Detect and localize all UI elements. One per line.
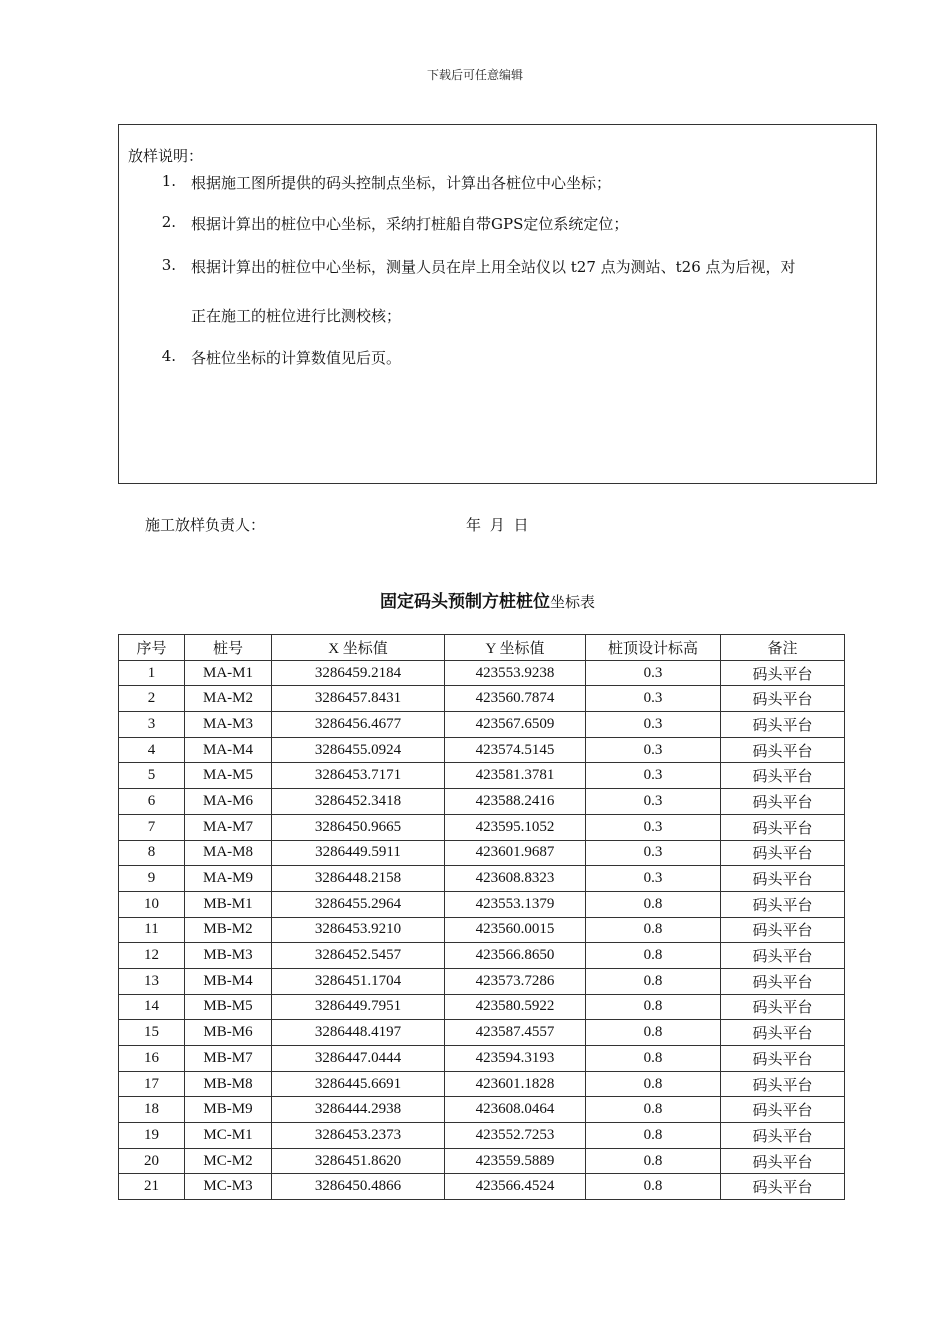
cell-seq: 19 bbox=[119, 1123, 185, 1149]
cell-y: 423574.5145 bbox=[445, 737, 586, 763]
cell-x: 3286448.2158 bbox=[272, 866, 445, 892]
cell-pile-no: MB-M3 bbox=[185, 943, 272, 969]
cell-x: 3286450.4866 bbox=[272, 1174, 445, 1200]
cell-seq: 7 bbox=[119, 814, 185, 840]
cell-remark: 码头平台 bbox=[721, 1097, 845, 1123]
cell-seq: 12 bbox=[119, 943, 185, 969]
table-row bbox=[119, 1174, 845, 1200]
table-header-row bbox=[119, 635, 845, 661]
header-remark: 备注 bbox=[721, 635, 845, 661]
cell-y: 423580.5922 bbox=[445, 994, 586, 1020]
header-y: Y 坐标值 bbox=[445, 635, 586, 661]
cell-remark: 码头平台 bbox=[721, 737, 845, 763]
cell-pile-no: MA-M7 bbox=[185, 814, 272, 840]
cell-remark: 码头平台 bbox=[721, 1174, 845, 1200]
cell-seq: 17 bbox=[119, 1071, 185, 1097]
cell-remark: 码头平台 bbox=[721, 660, 845, 686]
cell-seq: 11 bbox=[119, 917, 185, 943]
cell-pile-no: MA-M9 bbox=[185, 866, 272, 892]
cell-y: 423601.9687 bbox=[445, 840, 586, 866]
cell-elevation: 0.3 bbox=[586, 866, 721, 892]
cell-x: 3286456.4677 bbox=[272, 712, 445, 738]
cell-elevation: 0.3 bbox=[586, 763, 721, 789]
table-row bbox=[119, 917, 845, 943]
header-elevation: 桩顶设计标高 bbox=[586, 635, 721, 661]
cell-y: 423560.7874 bbox=[445, 686, 586, 712]
table-title-bold: 固定码头预制方桩桩位 bbox=[379, 592, 550, 612]
table-row bbox=[119, 1148, 845, 1174]
cell-elevation: 0.3 bbox=[586, 737, 721, 763]
table-row bbox=[119, 686, 845, 712]
cell-y: 423594.3193 bbox=[445, 1046, 586, 1072]
cell-x: 3286445.6691 bbox=[272, 1071, 445, 1097]
note-number: 3. bbox=[161, 256, 176, 274]
table-row bbox=[119, 1123, 845, 1149]
cell-pile-no: MB-M4 bbox=[185, 968, 272, 994]
note-text: 各桩位坐标的计算数值见后页。 bbox=[191, 349, 402, 367]
cell-remark: 码头平台 bbox=[721, 994, 845, 1020]
cell-elevation: 0.8 bbox=[586, 1174, 721, 1200]
cell-pile-no: MB-M5 bbox=[185, 994, 272, 1020]
cell-x: 3286453.7171 bbox=[272, 763, 445, 789]
cell-elevation: 0.8 bbox=[586, 891, 721, 917]
cell-remark: 码头平台 bbox=[721, 1046, 845, 1072]
cell-pile-no: MB-M7 bbox=[185, 1046, 272, 1072]
cell-y: 423552.7253 bbox=[445, 1123, 586, 1149]
table-row bbox=[119, 994, 845, 1020]
cell-remark: 码头平台 bbox=[721, 763, 845, 789]
header-pile-no: 桩号 bbox=[185, 635, 272, 661]
cell-y: 423601.1828 bbox=[445, 1071, 586, 1097]
cell-elevation: 0.8 bbox=[586, 1020, 721, 1046]
cell-y: 423566.8650 bbox=[445, 943, 586, 969]
cell-remark: 码头平台 bbox=[721, 1020, 845, 1046]
signature-date: 年 月 日 bbox=[466, 516, 531, 534]
cell-x: 3286455.0924 bbox=[272, 737, 445, 763]
cell-pile-no: MB-M6 bbox=[185, 1020, 272, 1046]
table-row bbox=[119, 763, 845, 789]
cell-elevation: 0.8 bbox=[586, 917, 721, 943]
cell-pile-no: MB-M1 bbox=[185, 891, 272, 917]
cell-elevation: 0.3 bbox=[586, 660, 721, 686]
table-row bbox=[119, 814, 845, 840]
cell-x: 3286452.3418 bbox=[272, 789, 445, 815]
cell-elevation: 0.8 bbox=[586, 1123, 721, 1149]
cell-seq: 15 bbox=[119, 1020, 185, 1046]
cell-seq: 1 bbox=[119, 660, 185, 686]
table-row bbox=[119, 1046, 845, 1072]
layout-notes-box bbox=[118, 124, 877, 484]
cell-elevation: 0.8 bbox=[586, 1097, 721, 1123]
note-text: 根据计算出的桩位中心坐标，采纳打桩船自带GPS定位系统定位； bbox=[191, 215, 629, 233]
cell-remark: 码头平台 bbox=[721, 968, 845, 994]
table-row bbox=[119, 1097, 845, 1123]
cell-x: 3286447.0444 bbox=[272, 1046, 445, 1072]
cell-x: 3286452.5457 bbox=[272, 943, 445, 969]
cell-y: 423553.9238 bbox=[445, 660, 586, 686]
cell-elevation: 0.8 bbox=[586, 994, 721, 1020]
cell-pile-no: MA-M2 bbox=[185, 686, 272, 712]
table-body bbox=[119, 660, 845, 1199]
cell-seq: 6 bbox=[119, 789, 185, 815]
table-title-light: 坐标表 bbox=[549, 593, 595, 611]
header-seq: 序号 bbox=[119, 635, 185, 661]
cell-seq: 8 bbox=[119, 840, 185, 866]
note-number: 2. bbox=[161, 213, 176, 231]
cell-seq: 13 bbox=[119, 968, 185, 994]
cell-y: 423566.4524 bbox=[445, 1174, 586, 1200]
cell-x: 3286448.4197 bbox=[272, 1020, 445, 1046]
table-row bbox=[119, 1071, 845, 1097]
cell-x: 3286449.7951 bbox=[272, 994, 445, 1020]
table-title bbox=[0, 587, 950, 612]
header-x: X 坐标值 bbox=[272, 635, 445, 661]
cell-pile-no: MC-M3 bbox=[185, 1174, 272, 1200]
cell-elevation: 0.3 bbox=[586, 814, 721, 840]
table-row bbox=[119, 891, 845, 917]
cell-x: 3286455.2964 bbox=[272, 891, 445, 917]
cell-x: 3286451.8620 bbox=[272, 1148, 445, 1174]
cell-seq: 4 bbox=[119, 737, 185, 763]
cell-pile-no: MA-M3 bbox=[185, 712, 272, 738]
table-row bbox=[119, 660, 845, 686]
cell-seq: 14 bbox=[119, 994, 185, 1020]
cell-x: 3286450.9665 bbox=[272, 814, 445, 840]
cell-elevation: 0.8 bbox=[586, 1071, 721, 1097]
cell-y: 423587.4557 bbox=[445, 1020, 586, 1046]
cell-y: 423553.1379 bbox=[445, 891, 586, 917]
cell-y: 423595.1052 bbox=[445, 814, 586, 840]
cell-x: 3286451.1704 bbox=[272, 968, 445, 994]
cell-seq: 20 bbox=[119, 1148, 185, 1174]
cell-y: 423608.0464 bbox=[445, 1097, 586, 1123]
table-row bbox=[119, 737, 845, 763]
note-number: 4. bbox=[161, 347, 176, 365]
cell-seq: 16 bbox=[119, 1046, 185, 1072]
note-text-continuation: 正在施工的桩位进行比测校核； bbox=[191, 307, 402, 325]
cell-pile-no: MA-M8 bbox=[185, 840, 272, 866]
notes-title: 放样说明： bbox=[128, 147, 204, 165]
table-row bbox=[119, 1020, 845, 1046]
cell-pile-no: MB-M8 bbox=[185, 1071, 272, 1097]
cell-pile-no: MB-M2 bbox=[185, 917, 272, 943]
cell-seq: 18 bbox=[119, 1097, 185, 1123]
cell-pile-no: MB-M9 bbox=[185, 1097, 272, 1123]
table-row bbox=[119, 789, 845, 815]
cell-remark: 码头平台 bbox=[721, 917, 845, 943]
cell-elevation: 0.3 bbox=[586, 840, 721, 866]
cell-remark: 码头平台 bbox=[721, 891, 845, 917]
cell-pile-no: MA-M6 bbox=[185, 789, 272, 815]
cell-seq: 21 bbox=[119, 1174, 185, 1200]
cell-y: 423567.6509 bbox=[445, 712, 586, 738]
note-number: 1. bbox=[161, 172, 176, 190]
cell-pile-no: MA-M1 bbox=[185, 660, 272, 686]
cell-elevation: 0.3 bbox=[586, 789, 721, 815]
cell-y: 423573.7286 bbox=[445, 968, 586, 994]
cell-elevation: 0.3 bbox=[586, 712, 721, 738]
table-row bbox=[119, 866, 845, 892]
page-header-note: 下载后可任意编辑 bbox=[426, 68, 523, 82]
cell-y: 423559.5889 bbox=[445, 1148, 586, 1174]
cell-remark: 码头平台 bbox=[721, 943, 845, 969]
table-row bbox=[119, 712, 845, 738]
cell-seq: 10 bbox=[119, 891, 185, 917]
cell-remark: 码头平台 bbox=[721, 866, 845, 892]
cell-remark: 码头平台 bbox=[721, 1123, 845, 1149]
note-text: 根据施工图所提供的码头控制点坐标，计算出各桩位中心坐标； bbox=[191, 174, 612, 192]
cell-remark: 码头平台 bbox=[721, 686, 845, 712]
cell-remark: 码头平台 bbox=[721, 789, 845, 815]
cell-y: 423581.3781 bbox=[445, 763, 586, 789]
cell-remark: 码头平台 bbox=[721, 712, 845, 738]
coordinate-table bbox=[118, 634, 845, 1200]
cell-x: 3286457.8431 bbox=[272, 686, 445, 712]
cell-elevation: 0.3 bbox=[586, 686, 721, 712]
cell-elevation: 0.8 bbox=[586, 1148, 721, 1174]
cell-pile-no: MA-M5 bbox=[185, 763, 272, 789]
cell-seq: 5 bbox=[119, 763, 185, 789]
cell-x: 3286449.5911 bbox=[272, 840, 445, 866]
cell-seq: 3 bbox=[119, 712, 185, 738]
cell-remark: 码头平台 bbox=[721, 814, 845, 840]
cell-remark: 码头平台 bbox=[721, 840, 845, 866]
cell-remark: 码头平台 bbox=[721, 1071, 845, 1097]
cell-pile-no: MC-M2 bbox=[185, 1148, 272, 1174]
cell-x: 3286459.2184 bbox=[272, 660, 445, 686]
table-row bbox=[119, 968, 845, 994]
note-text: 根据计算出的桩位中心坐标，测量人员在岸上用全站仪以 t27 点为测站、t26 点为后视，对 bbox=[191, 258, 796, 276]
table-row bbox=[119, 840, 845, 866]
cell-pile-no: MA-M4 bbox=[185, 737, 272, 763]
cell-elevation: 0.8 bbox=[586, 1046, 721, 1072]
cell-y: 423560.0015 bbox=[445, 917, 586, 943]
cell-x: 3286453.9210 bbox=[272, 917, 445, 943]
cell-x: 3286453.2373 bbox=[272, 1123, 445, 1149]
cell-seq: 9 bbox=[119, 866, 185, 892]
cell-x: 3286444.2938 bbox=[272, 1097, 445, 1123]
table-row bbox=[119, 943, 845, 969]
cell-elevation: 0.8 bbox=[586, 968, 721, 994]
cell-elevation: 0.8 bbox=[586, 943, 721, 969]
cell-y: 423608.8323 bbox=[445, 866, 586, 892]
cell-remark: 码头平台 bbox=[721, 1148, 845, 1174]
cell-y: 423588.2416 bbox=[445, 789, 586, 815]
signature-label: 施工放样负责人： bbox=[145, 516, 266, 534]
cell-pile-no: MC-M1 bbox=[185, 1123, 272, 1149]
cell-seq: 2 bbox=[119, 686, 185, 712]
